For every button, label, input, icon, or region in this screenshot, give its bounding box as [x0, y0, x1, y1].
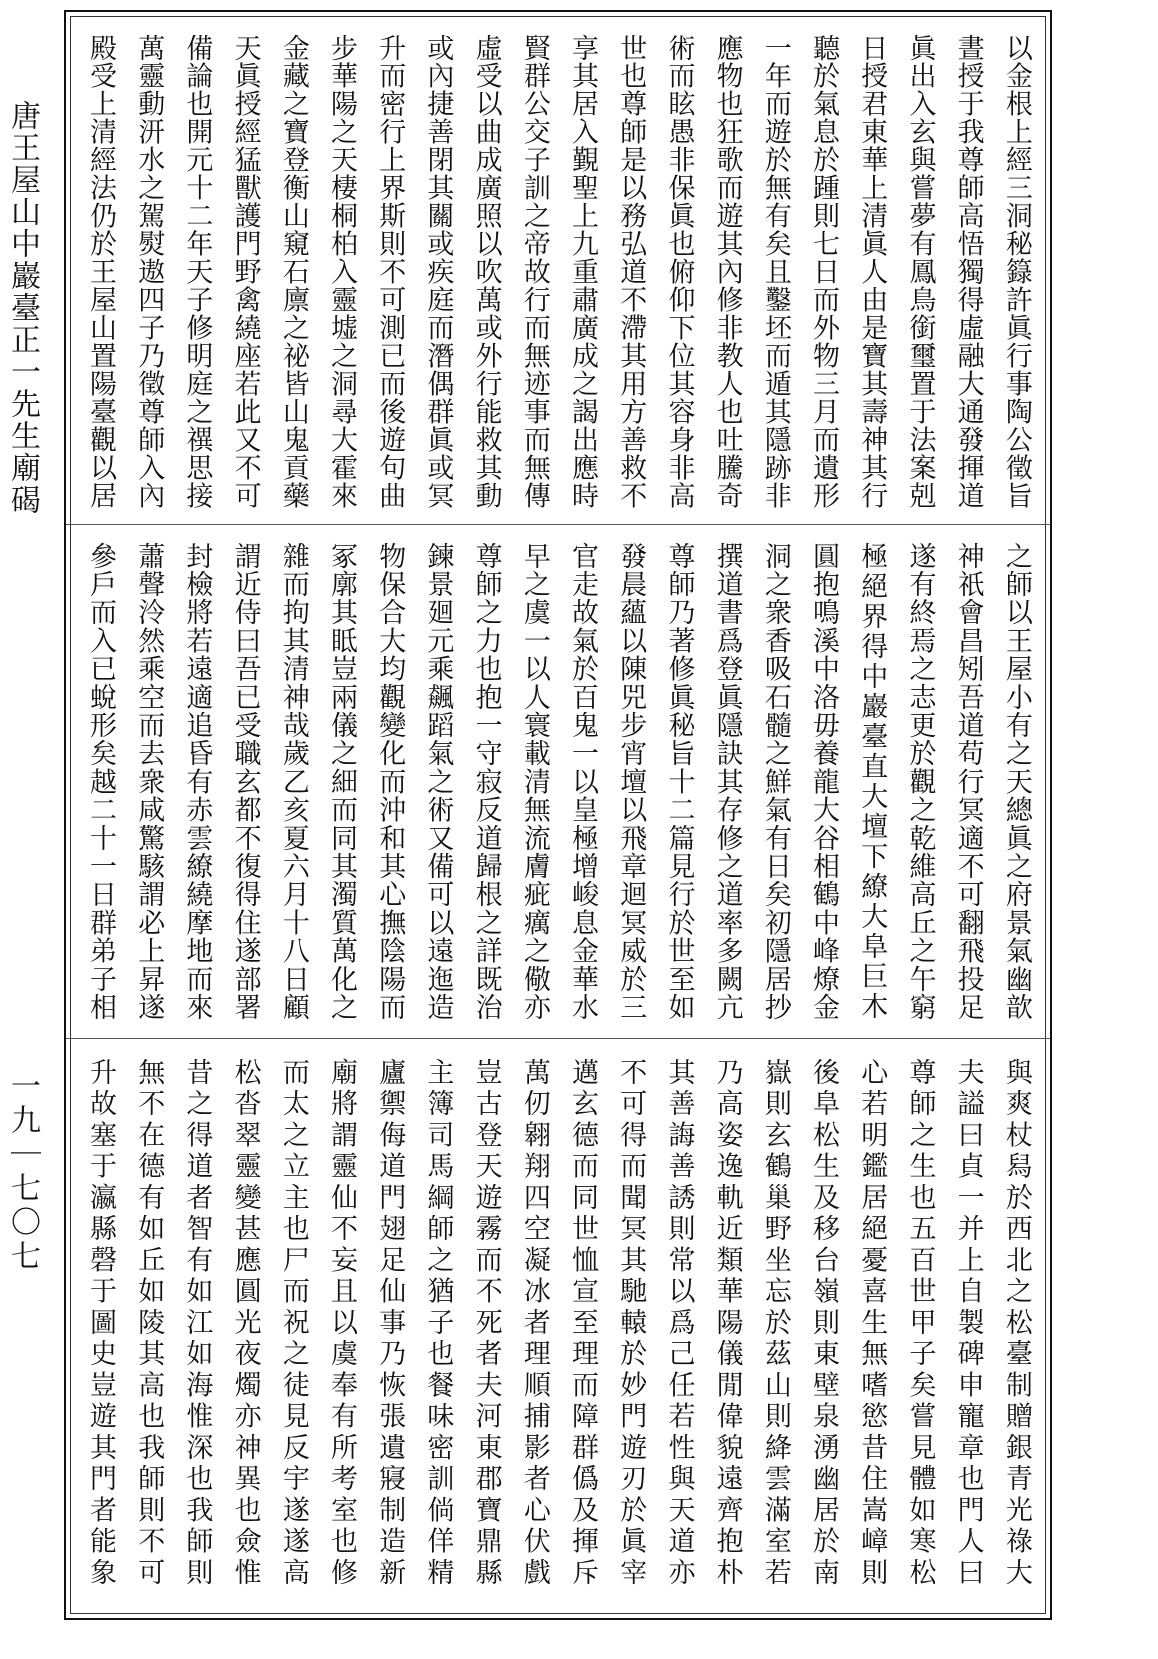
text-column: 尊師之力也抱一守寂反道歸根之詳既治 — [470, 542, 502, 1022]
text-column: 蕭聲泠然乘空而去衆咸驚駭謂必上昇遂 — [133, 542, 165, 1022]
text-column: 後阜松生及移台嶺則東壁泉湧幽居於南 — [808, 1058, 840, 1590]
text-column: 物保合大均觀變化而沖和其心撫陰陽而 — [374, 542, 406, 1022]
text-column: 嶽則玄鶴巢野坐忘於茲山則絳雲滿室若 — [759, 1058, 791, 1590]
text-column: 其善誨善誘則常以爲己任若性與天道亦 — [663, 1058, 695, 1590]
text-column: 遂有終焉之志更於觀之乾維高丘之午窮 — [904, 542, 936, 1022]
text-column: 無不在德有如丘如陵其高也我師則不可 — [133, 1058, 165, 1590]
text-column: 神祇會昌矧吾道苟行冥適不可翻飛投足 — [952, 542, 984, 1022]
text-column: 圓抱鳴溪中洛毋養龍大谷相鶴中峰燎金 — [808, 542, 840, 1022]
text-column: 廟將謂靈仙不妄且以虞奉有所考室也修 — [326, 1058, 358, 1590]
column-group — [78, 1058, 1038, 1598]
column-group — [78, 542, 1038, 1030]
text-column: 一年而遊於無有矣且鑿坯而遁其隱跡非 — [759, 34, 791, 510]
text-column: 晝授于我尊師高悟獨得虛融大通發揮道 — [952, 34, 984, 510]
text-column: 應物也狂歌而遊其內修非教人也吐騰奇 — [711, 34, 743, 510]
text-column: 或內捷善閉其關或疾庭而潛偶群眞或冥 — [422, 34, 454, 510]
text-column: 而太之立主也尸而祝之徒見反宇遂遂高 — [277, 1058, 309, 1590]
text-column: 金藏之寶登衡山窺石廪之祕皆山鬼貢藥 — [277, 34, 309, 510]
text-column: 昔之得道者智有如江如海惟深也我師則 — [181, 1058, 213, 1590]
text-column: 雜而拘其清神哉歲乙亥夏六月十八日顧 — [277, 542, 309, 1022]
text-column: 官走故氣於百鬼一以皇極增峻息金華水 — [567, 542, 599, 1022]
text-column: 冢廓其眡豈兩儀之細而同其濁質萬化之 — [326, 542, 358, 1022]
text-column: 尊師乃著修眞秘旨十二篇見行於世至如 — [663, 542, 695, 1022]
text-column: 備論也開元十二年天子修明庭之禩思接 — [181, 34, 213, 510]
text-column: 發晨蘊以陳兕步宵壇以飛章迴冥威於三 — [615, 542, 647, 1022]
band-divider-2 — [66, 1038, 1050, 1039]
page-number: 一九｜七〇七 — [5, 1070, 40, 1274]
text-band-3 — [78, 1058, 1038, 1598]
text-band-1 — [78, 34, 1038, 518]
text-column: 步華陽之天棲桐柏入靈墟之洞尋大霍來 — [326, 34, 358, 510]
text-column: 日授君東華上清眞人由是寶其壽神其行 — [856, 34, 888, 510]
text-column: 術而眩愚非保眞也俯仰下位其容身非高 — [663, 34, 695, 510]
text-column: 極絕界得中巖臺直大壇下繚大阜巨木 — [856, 542, 888, 1022]
text-column: 殿受上清經法仍於王屋山置陽臺觀以居 — [85, 34, 116, 510]
text-column: 邁玄德而同世恤宣至理而障群僞及揮斥 — [567, 1058, 599, 1590]
text-column: 豈古登天遊霧而不死者夫河東郡寶鼎縣 — [470, 1058, 502, 1590]
text-column: 世也尊師是以務弘道不滯其用方善救不 — [615, 34, 647, 510]
text-column: 乃高姿逸軌近類華陽儀閒偉貌遠齊抱朴 — [711, 1058, 743, 1590]
band-divider-1 — [66, 524, 1050, 525]
text-column: 主簿司馬綱師之猶子也餐味密訓倘佯精 — [422, 1058, 454, 1590]
text-column: 以金根上經三洞秘籙許眞行事陶公徵旨 — [1000, 34, 1032, 510]
text-column: 享其居入覲聖上九重肅廣成之謁出應時 — [567, 34, 599, 510]
text-column: 夫謚曰貞一并上自製碑申寵章也門人曰 — [952, 1058, 984, 1590]
text-column: 封檢將若遠適追昏有赤雲繚繞摩地而來 — [181, 542, 213, 1022]
text-frame — [64, 10, 1052, 1620]
text-column: 升而密行上界斯則不可測已而後遊句曲 — [374, 34, 406, 510]
text-column: 與爽杖舄於西北之松臺制贈銀青光祿大 — [1000, 1058, 1032, 1590]
text-column: 眞出入玄與嘗夢有鳳鳥銜璽置于法案剋 — [904, 34, 936, 510]
text-column: 天眞授經猛獸護門野禽繞座若此又不可 — [229, 34, 261, 510]
text-column: 不可得而聞冥其馳轅於妙門遊刃於眞宰 — [615, 1058, 647, 1590]
text-column: 謂近侍曰吾已受職玄都不復得住遂部署 — [229, 542, 261, 1022]
text-column: 虛受以曲成廣照以吹萬或外行能救其動 — [470, 34, 502, 510]
text-column: 早之虞一以人寰載清無流膚疵癘之儆亦 — [518, 542, 550, 1022]
text-column: 升故塞于瀛縣磬于圖史豈遊其門者能象 — [85, 1058, 116, 1590]
page-title: 唐王屋山中巖臺正一先生廟碣 — [5, 100, 40, 516]
text-column: 鍊景廻元乘飆蹈氣之術又備可以遠迤造 — [422, 542, 454, 1022]
text-column: 洞之衆香吸石髓之鮮氣有日矣初隱居抄 — [759, 542, 791, 1022]
text-column: 萬靈動汧水之駕熨遨四子乃徵尊師入內 — [133, 34, 165, 510]
text-column: 聽於氣息於踵則七日而外物三月而遺形 — [808, 34, 840, 510]
text-band-2 — [78, 542, 1038, 1030]
text-column: 尊師之生也五百世甲子矣嘗見體如寒松 — [904, 1058, 936, 1590]
text-column: 心若明鑑居絕憂喜生無嗜慾昔住嵩嶂則 — [856, 1058, 888, 1590]
column-group — [78, 34, 1038, 518]
text-column: 松沓翠靈變甚應圓光夜燭亦神異也僉惟 — [229, 1058, 261, 1590]
text-column: 廬禦侮道門翅足仙事乃恢張遺寢制造新 — [374, 1058, 406, 1590]
text-column: 賢群公交子訓之帝故行而無迹事而無傳 — [518, 34, 550, 510]
text-column: 萬仞翱翔四空凝冰者理順捕影者心伏戲 — [518, 1058, 550, 1590]
text-column: 之師以王屋小有之天總眞之府景氣幽歆 — [1000, 542, 1032, 1022]
text-column: 參戶而入已蛻形矣越二十一日群弟子相 — [85, 542, 116, 1022]
text-column: 撰道書爲登眞隱訣其存修之道率多闕亢 — [711, 542, 743, 1022]
